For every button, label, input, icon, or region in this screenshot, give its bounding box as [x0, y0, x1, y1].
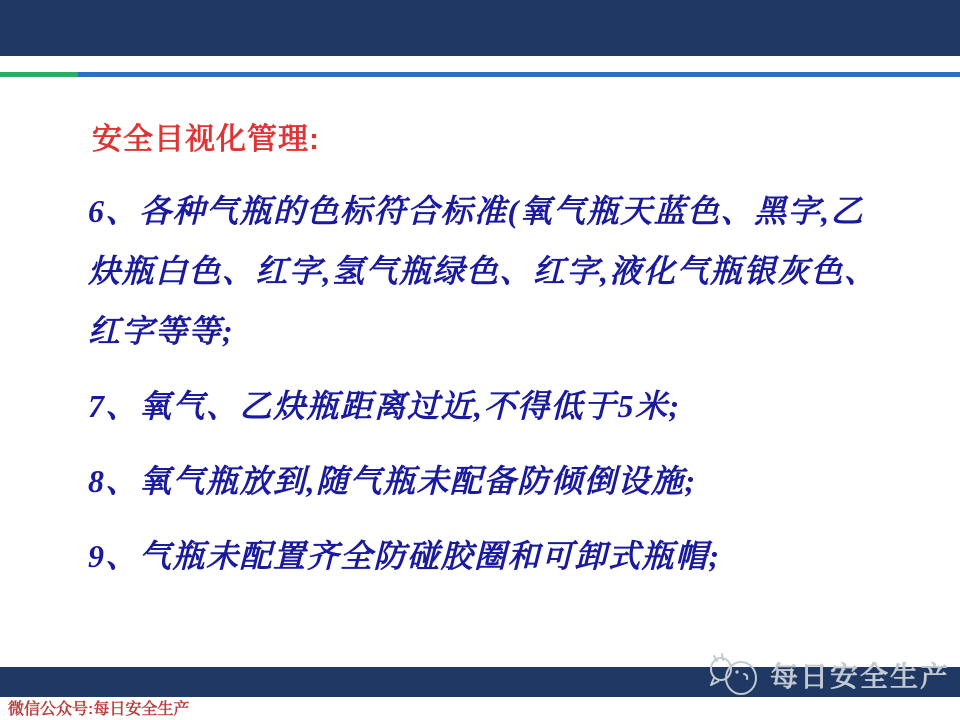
item-9-line: 9、气瓶未配置齐全防碰胶圈和可卸式瓶帽; [88, 538, 721, 574]
watermark [708, 650, 950, 700]
watermark-chick-logo-icon [708, 652, 760, 698]
item-6-line-1: 6、各种气瓶的色标符合标准(氧气瓶天蓝色、黑字,乙 [88, 193, 865, 229]
item-8-line: 8、氧气瓶放到,随气瓶未配备防倾倒设施; [88, 463, 697, 499]
wechat-account-label: 微信公众号:每日安全生产 [8, 701, 190, 718]
watermark-label: 每日安全生产 [769, 661, 950, 692]
accent-green-segment [0, 72, 78, 77]
top-banner-bar [0, 0, 960, 56]
accent-blue-segment [78, 72, 960, 77]
item-6-line-2: 炔瓶白色、红字,氢气瓶绿色、红字,液化气瓶银灰色、 [88, 253, 878, 289]
slide-title: 安全目视化管理: [92, 123, 320, 156]
item-6-line-3: 红字等等; [88, 313, 235, 349]
item-7-line: 7、氧气、乙炔瓶距离过近,不得低于5米; [88, 388, 681, 424]
accent-divider [0, 72, 960, 77]
